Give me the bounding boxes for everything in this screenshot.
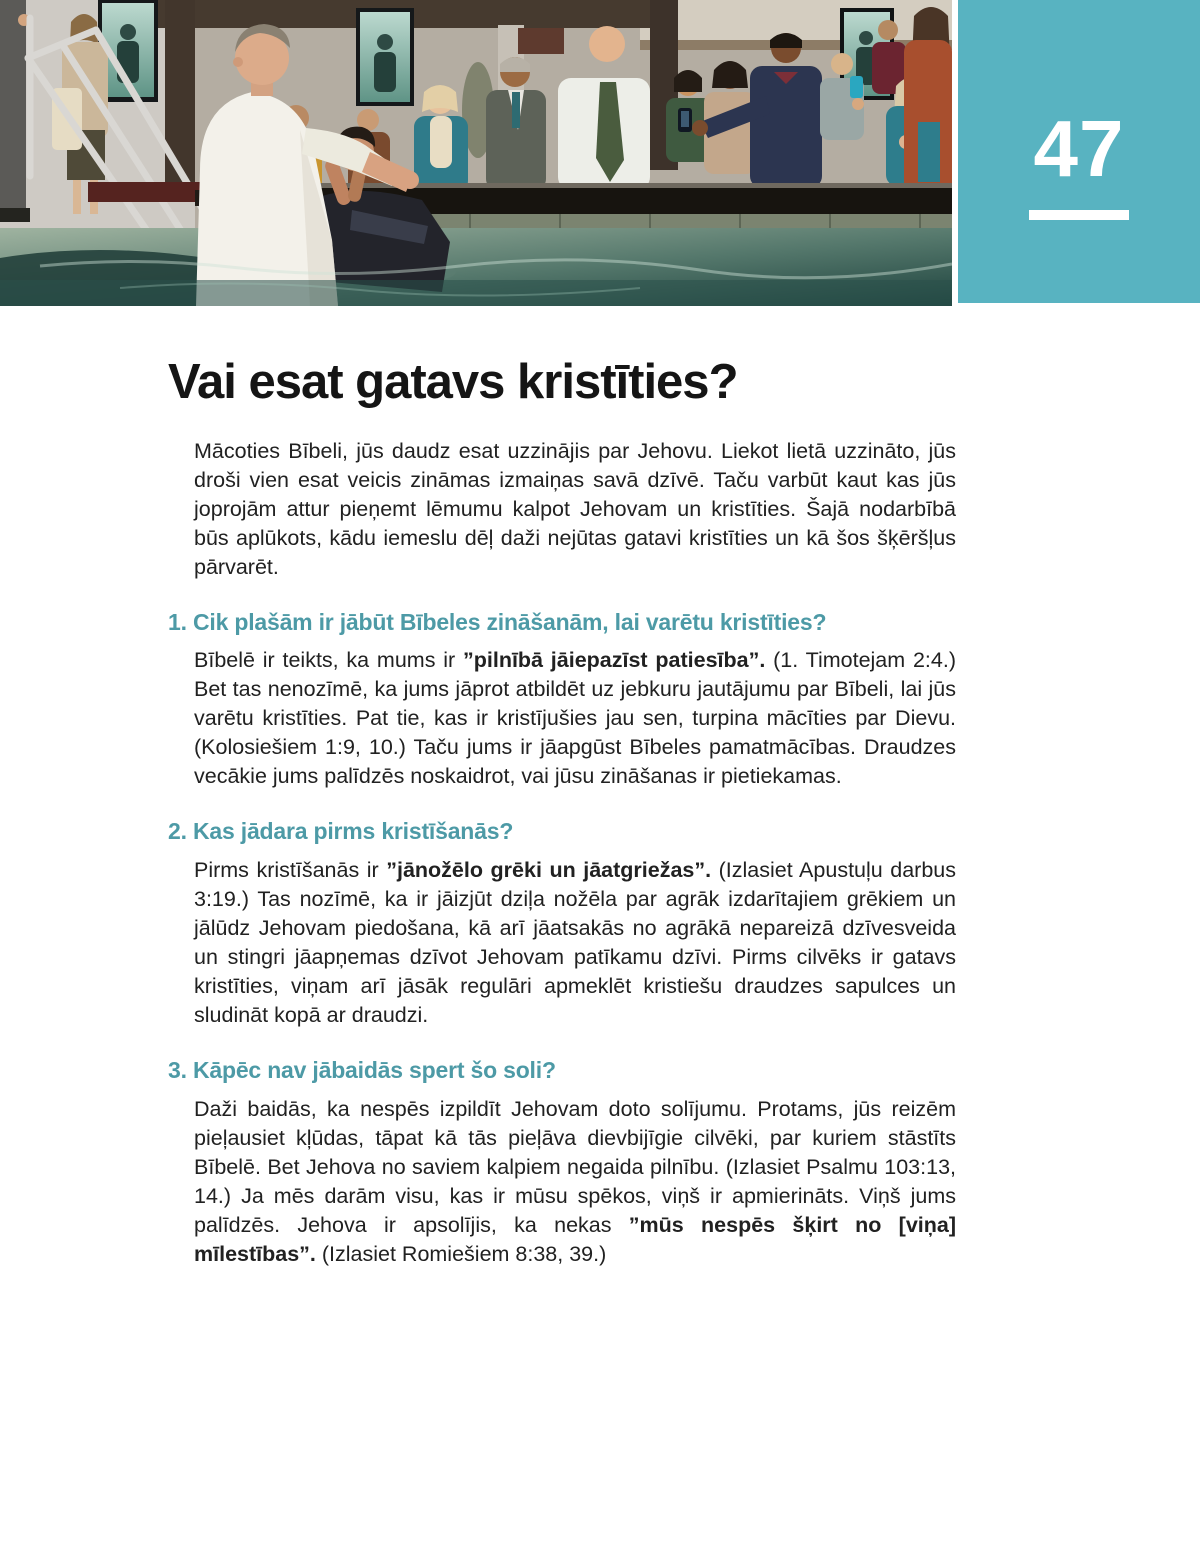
answer-1-paragraph: Bībelē ir teikts, ka mums ir ”pilnībā jāiepazīst patiesība”. (1. Timotejam 2:4.) Bet tas nenozīmē, ka jums jāprot atbildēt uz jebkuru jautājumu par Bībeli, lai jūs varētu kristīties. Pat tie, kas ir kristījušies jau sen, turpina mācīties par Dievu. (Kolosiešiem 1:9, 10.) Taču jums ir jāapgūst Bībeles pamatmācības. Draudzes vecākie jums palīdzēs noskaidrot, vai jūsu zināšanas ir pietiekamas. <box>194 648 956 789</box>
question-2-heading: 2. Kas jādara pirms kristīšanās? <box>168 818 514 845</box>
page-title: Vai esat gatavs kristīties? <box>168 355 738 409</box>
hero-header <box>0 0 1200 306</box>
lesson-number-badge <box>958 0 1200 303</box>
lesson-number-underline <box>1029 210 1129 220</box>
baptism-photo <box>0 0 952 306</box>
answer-3-paragraph: Daži baidās, ka nespēs izpildīt Jehovam doto solījumu. Protams, jūs reizēm pieļausiet kļūdas, tāpat kā tās pieļāva dievbijīgie cilvēki, par kuriem stāstīts Bībelē. Bet Jehova no saviem kalpiem negaida pilnību. (Izlasiet Psalmu 103:13, 14.) Ja mēs darām visu, kas ir mūsu spēkos, viņš ir apmierināts. Viņš jums palīdzēs. Jehova ir apsolījis, ka nekas ”mūs nespēs šķirt no [viņa] mīlestības”. (Izlasiet Romiešiem 8:38, 39.) <box>194 1096 957 1266</box>
question-1-heading: 1. Cik plašām ir jābūt Bībeles zināšanām, lai varētu kristīties? <box>168 608 827 635</box>
lesson-section-3 <box>168 1057 956 1269</box>
answer-2-paragraph: Pirms kristīšanās ir ”jānožēlo grēki un jāatgriežas”. (Izlasiet Apustuļu darbus 3:19.) Tas nozīmē, ka ir jāizjūt dziļa nožēla par agrāk izdarītajiem grēkiem un jālūdz Jehovam piedošana, kā arī jāatsakās no agrākā nepareizā dzīvesveida un stingri jāapņemas dzīvot Jehovam patīkamu dzīvi. Pirms cilvēks ir gatavs kristīties, viņam arī jāsāk regulāri apmeklēt kristiešu draudzes sapulces un sludināt kopā ar draudzi. <box>194 858 956 1028</box>
lesson-section-1 <box>168 609 956 792</box>
baptism-photo-illustration <box>0 0 952 306</box>
question-3-heading: 3. Kāpēc nav jābaidās spert šo soli? <box>168 1057 556 1084</box>
lesson-number: 47 <box>1033 104 1125 193</box>
intro-paragraph: Mācoties Bībeli, jūs daudz esat uzzinājis par Jehovu. Liekot lietā uzzināto, jūs droši vien esat veicis zināmas izmaiņas savā dzīvē. Taču varbūt kaut kas jūs joprojām attur pieņemt lēmumu kalpot Jehovam un kristīties. Šajā nodarbībā būs aplūkots, kādu iemeslu dēļ daži nejūtas gatavi kristīties un kā šos šķēršļus pārvarēt. <box>194 438 956 579</box>
lesson-content <box>0 356 1200 1269</box>
lesson-section-2 <box>168 818 956 1030</box>
